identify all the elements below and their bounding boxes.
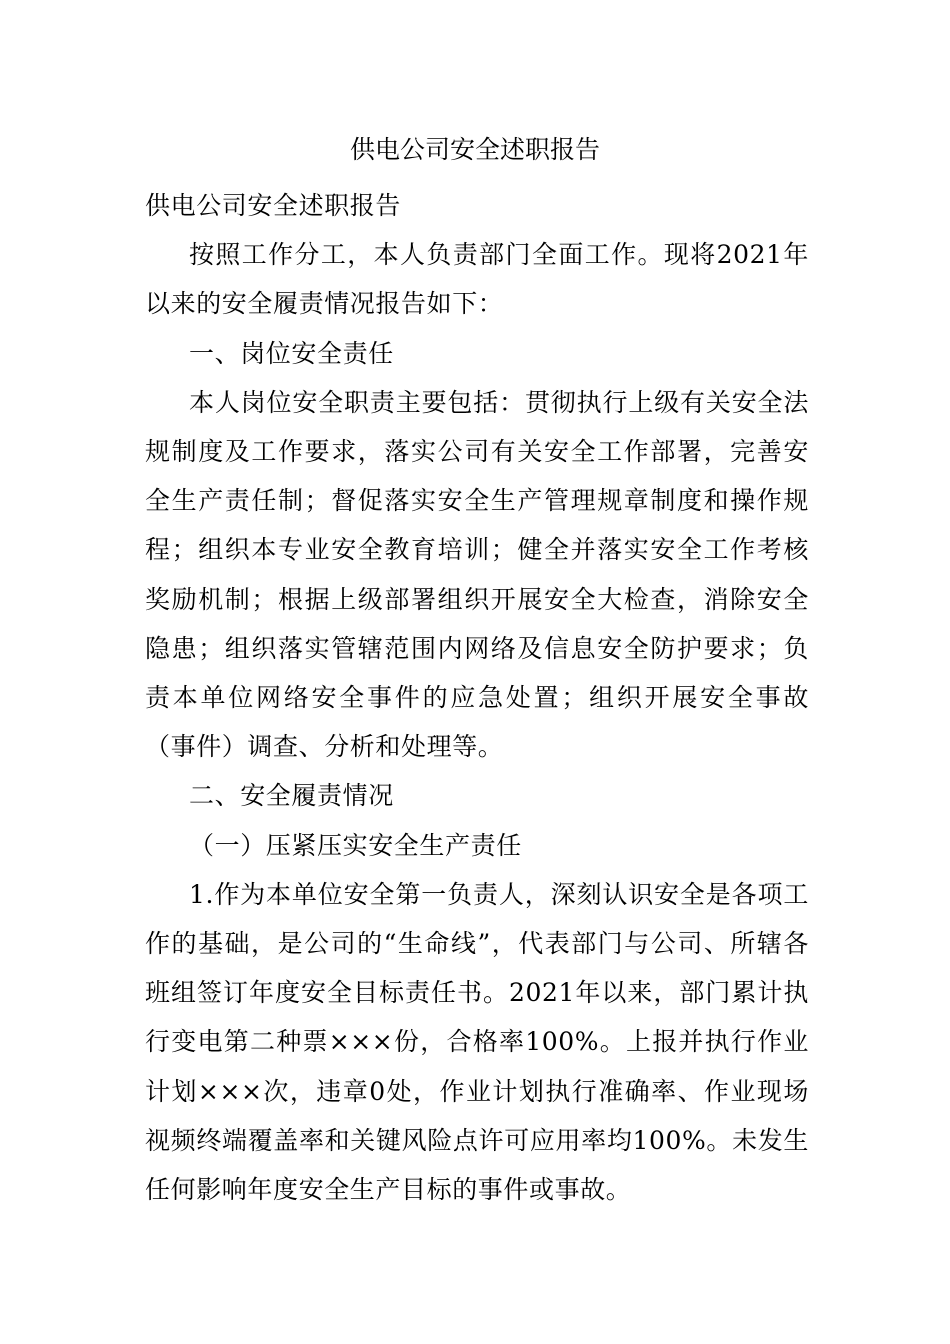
duties-paragraph: 本人岗位安全职责主要包括：贯彻执行上级有关安全法规制度及工作要求，落实公司有关安全工作部署，完善安全生产责任制；督促落实安全生产管理规章制度和操作规程；组织本专业安全教育培训；健全并落实安全工作考核奖励机制；根据上级部署组织开展安全大检查，消除安全隐患；组织落实管辖范围内网络及信息安全防护要求；负责本单位网络安全事件的应急处置；组织开展安全事故（事件）调查、分析和处理等。 — [145, 387, 809, 762]
section-heading-2: 二、安全履责情况 — [189, 781, 394, 811]
responsibility-paragraph: 1.作为本单位安全第一负责人，深刻认识安全是各项工作的基础，是公司的“生命线”，代表部门与公司、所辖各班组签订年度安全目标责任书。2021年以来，部门累计执行变电第二种票×××份，合格率100%。上报并执行作业计划×××次，违章0处，作业计划执行准确率、作业现场视频终端覆盖率和关键风险点许可应用率均100%。未发生任何影响年度安全生产目标的事件或事故。 — [145, 879, 809, 1205]
intro-paragraph: 按照工作分工，本人负责部门全面工作。现将2021年以来的安全履责情况报告如下： — [145, 240, 809, 319]
document-title: 供电公司安全述职报告 — [349, 135, 600, 164]
document-body — [145, 181, 809, 1214]
document-subtitle: 供电公司安全述职报告 — [145, 191, 402, 220]
section-heading-1: 一、岗位安全责任 — [189, 338, 394, 368]
subsection-heading-1: （一）压紧压实安全生产责任 — [189, 830, 522, 860]
